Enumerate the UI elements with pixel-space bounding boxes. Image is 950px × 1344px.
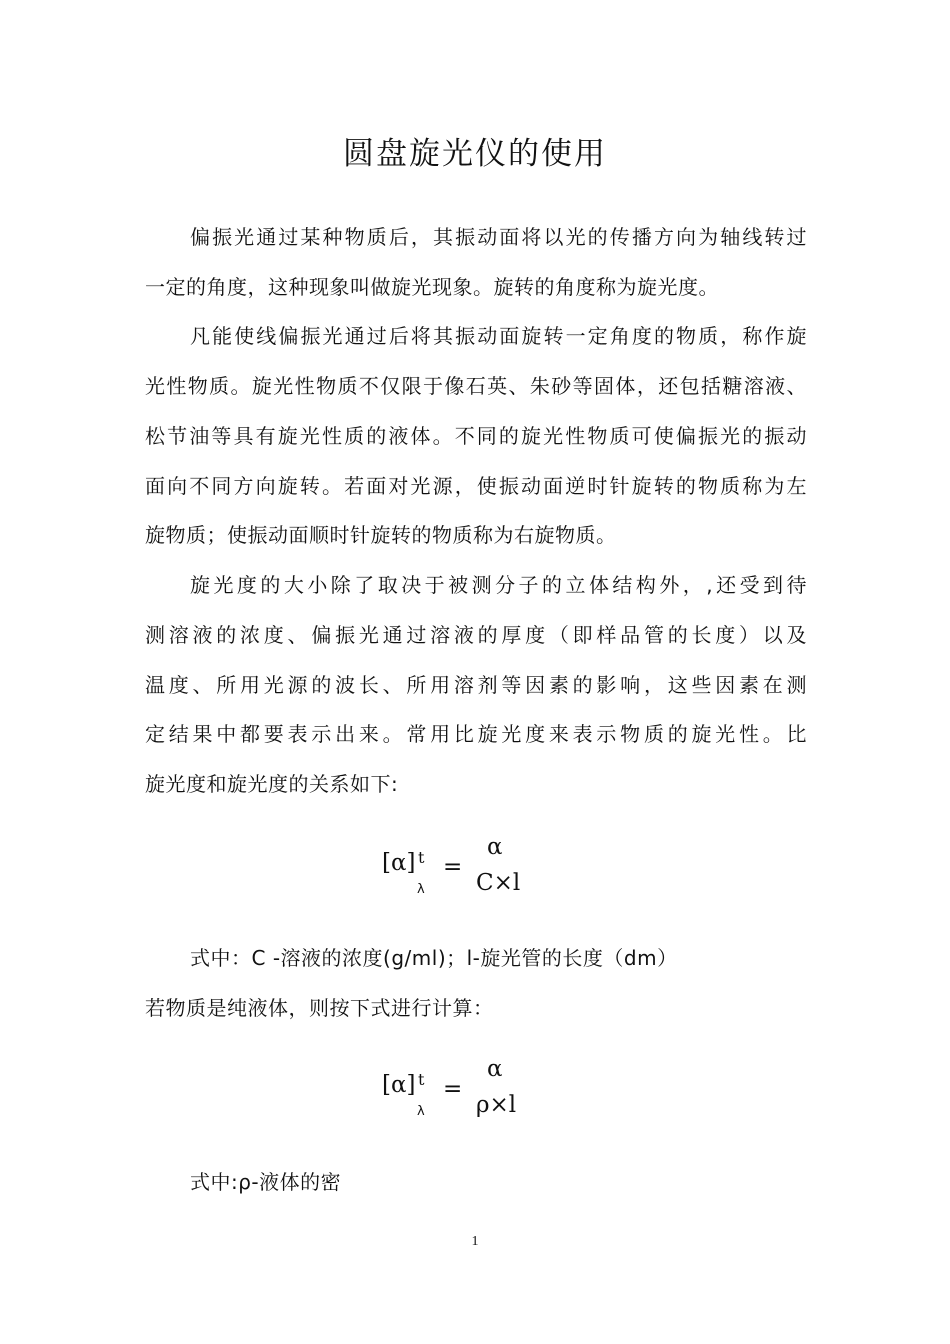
paragraph-2-line-5: 旋物质；使振动面顺时针旋转的物质称为右旋物质。 xyxy=(145,523,617,547)
pure-liquid-note: 若物质是纯液体，则按下式进行计算： xyxy=(145,996,494,1020)
paragraph-1-line-1: 偏振光通过某种物质后，其振动面将以光的传播方向为轴线转过 xyxy=(190,225,807,249)
specific-rotation-formula-liquid xyxy=(380,1054,540,1124)
formula-lhs: [α] xyxy=(382,1072,416,1098)
paragraph-3-line-2: 测溶液的浓度、偏振光通过溶液的厚度（即样品管的长度）以及 xyxy=(145,623,807,647)
formula-1-note: 式中：C -溶液的浓度(g/ml)；l-旋光管的长度（dm） xyxy=(190,946,678,970)
formula-temperature-superscript: t xyxy=(418,1070,425,1089)
paragraph-3-line-4: 定结果中都要表示出来。常用比旋光度来表示物质的旋光性。比 xyxy=(145,722,807,746)
paragraph-2-line-4: 面向不同方向旋转。若面对光源，使振动面逆时针旋转的物质称为左 xyxy=(145,474,807,498)
paragraph-2-line-3: 松节油等具有旋光性质的液体。不同的旋光性物质可使偏振光的振动 xyxy=(145,424,807,448)
paragraph-3-line-1: 旋光度的大小除了取决于被测分子的立体结构外，,还受到待 xyxy=(190,573,807,597)
formula-wavelength-subscript: λ xyxy=(417,882,425,897)
formula-denominator: C×l xyxy=(476,870,521,896)
document-title: 圆盘旋光仪的使用 xyxy=(343,136,607,172)
formula-denominator: ρ×l xyxy=(476,1092,517,1118)
formula-numerator: α xyxy=(487,834,503,860)
formula-2-note: 式中:ρ-液体的密 xyxy=(190,1170,342,1194)
formula-wavelength-subscript: λ xyxy=(417,1104,425,1119)
formula-numerator: α xyxy=(487,1056,503,1082)
paragraph-2-line-2: 光性物质。旋光性物质不仅限于像石英、朱砂等固体，还包括糖溶液、 xyxy=(145,374,807,398)
paragraph-2-line-1: 凡能使线偏振光通过后将其振动面旋转一定角度的物质，称作旋 xyxy=(190,324,807,348)
paragraph-3-line-5: 旋光度和旋光度的关系如下: xyxy=(145,772,399,796)
formula-equals: = xyxy=(443,1076,463,1102)
page-number: 1 xyxy=(471,1234,479,1249)
paragraph-3-line-3: 温度、所用光源的波长、所用溶剂等因素的影响，这些因素在测 xyxy=(145,673,807,697)
formula-lhs: [α] xyxy=(382,850,416,876)
paragraph-1-line-2: 一定的角度，这种现象叫做旋光现象。旋转的角度称为旋光度。 xyxy=(145,275,719,299)
formula-equals: = xyxy=(443,854,463,880)
specific-rotation-formula-solution xyxy=(380,832,540,902)
formula-temperature-superscript: t xyxy=(418,848,425,867)
